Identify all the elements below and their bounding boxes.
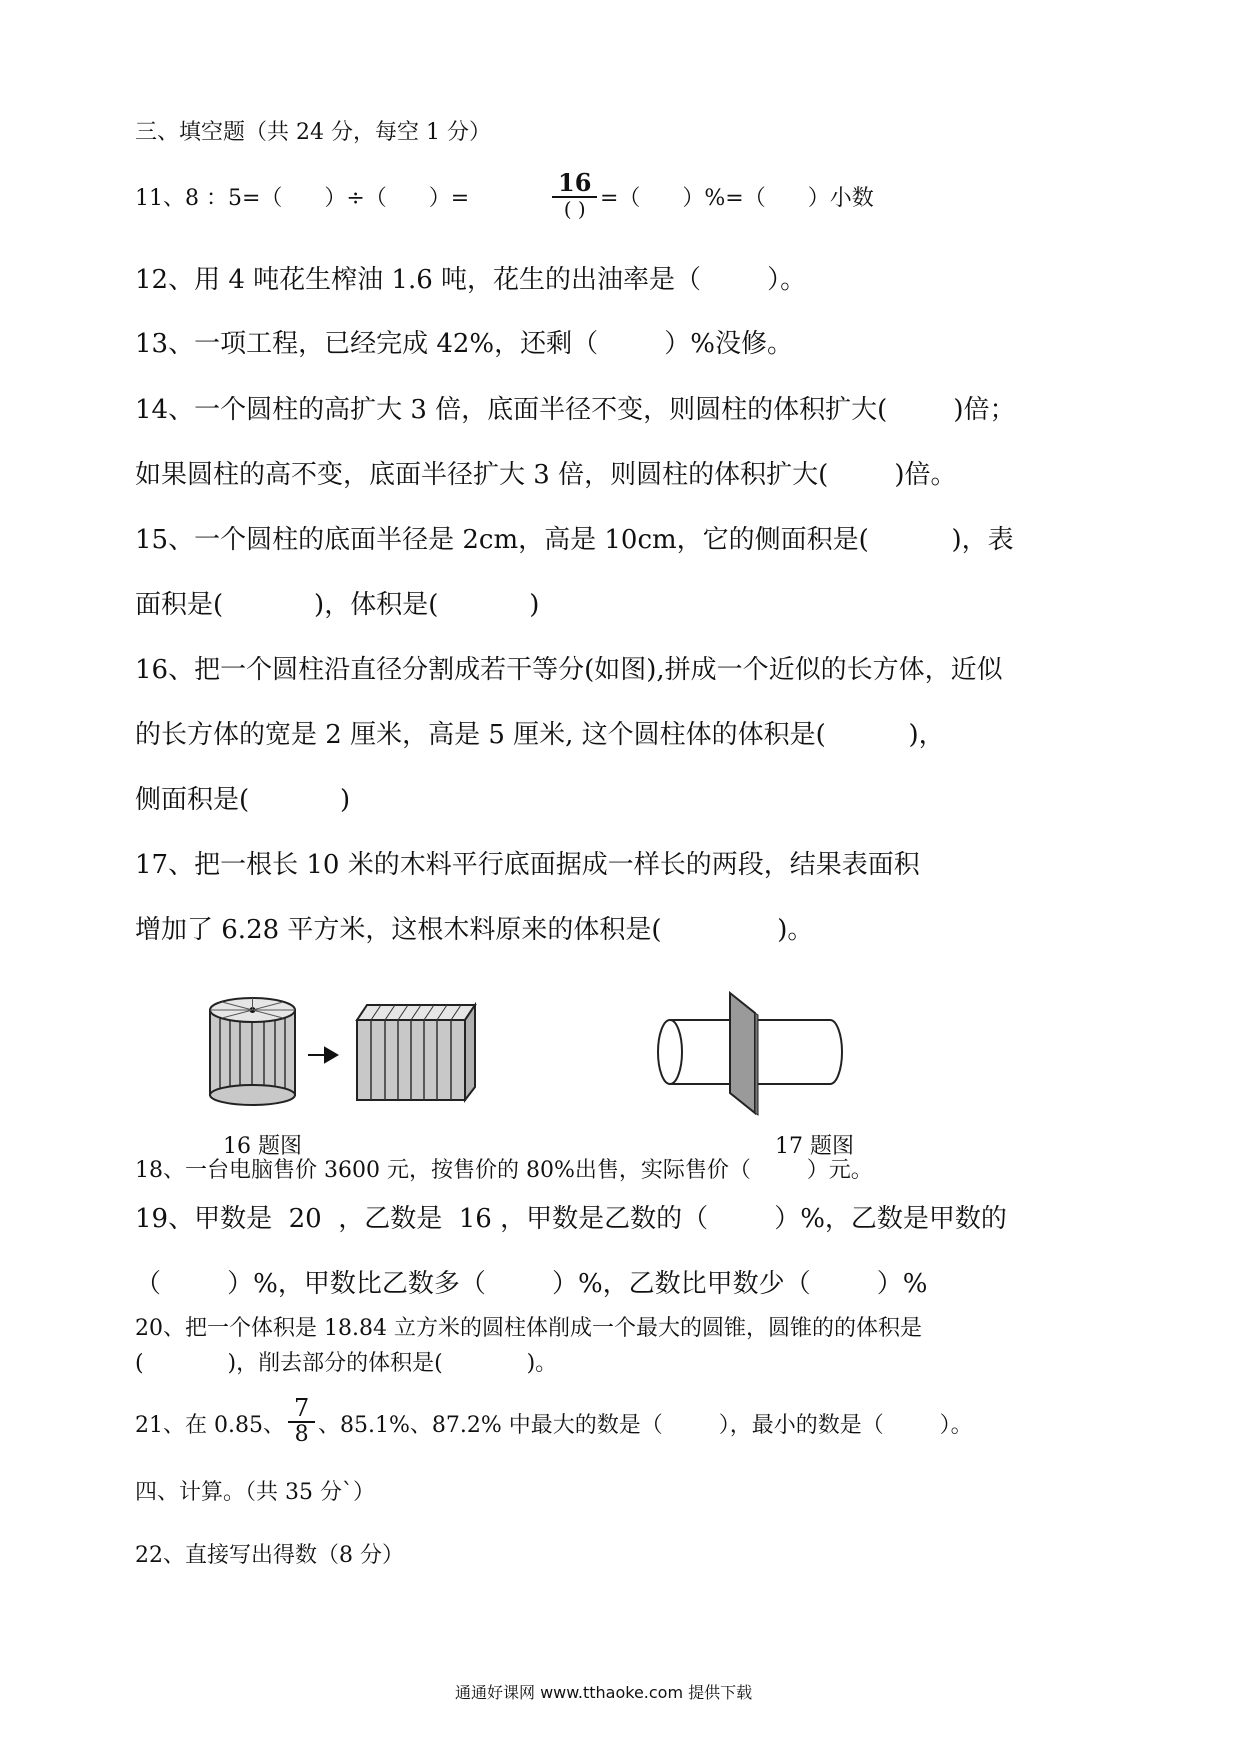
q17-line2: 增加了 6.28 平方米，这根木料原来的体积是( )。 bbox=[135, 915, 814, 945]
q17-line1: 17、把一根长 10 米的木料平行底面据成一样长的两段，结果表面积 bbox=[135, 850, 920, 880]
q20-line1: 20、把一个体积是 18.84 立方米的圆柱体削成一个最大的圆锥，圆锥的的体积是 bbox=[135, 1316, 922, 1341]
q16-line1: 16、把一个圆柱沿直径分割成若干等分(如图),拼成一个近似的长方体，近似 bbox=[135, 655, 1003, 685]
q11-fraction-denominator: ( ) bbox=[563, 197, 586, 222]
q12-text: 12、用 4 吨花生榨油 1.6 吨，花生的出油率是（ ）。 bbox=[135, 265, 807, 295]
q13-text: 13、一项工程，已经完成 42%，还剩（ ）%没修。 bbox=[135, 329, 793, 359]
q18-text: 18、一台电脑售价 3600 元，按售价的 80%出售，实际售价（ ）元。 bbox=[135, 1158, 873, 1183]
saw-plane-shape bbox=[730, 993, 758, 1115]
cylinder-shape bbox=[210, 998, 295, 1105]
q14-line1: 14、一个圆柱的高扩大 3 倍，底面半径不变，则圆柱的体积扩大( )倍； bbox=[135, 395, 1016, 425]
section3-heading: 三、填空题（共 24 分，每空 1 分） bbox=[135, 120, 491, 145]
q19-line1: 19、甲数是 20 ，乙数是 16 ，甲数是乙数的（ ）%，乙数是甲数的 bbox=[135, 1204, 1007, 1234]
q21-part-b: 、85.1%、87.2% 中最大的数是（ ），最小的数是（ ）。 bbox=[318, 1413, 973, 1438]
fig17-caption: 17 题图 bbox=[775, 1134, 854, 1159]
q21-fraction-denominator: 8 bbox=[294, 1422, 309, 1448]
figure-17-sawn-log bbox=[650, 985, 850, 1125]
q11-fraction bbox=[552, 170, 597, 220]
q16-line2: 的长方体的宽是 2 厘米，高是 5 厘米, 这个圆柱体的体积是( )， bbox=[135, 720, 945, 750]
q15-line2: 面积是( )，体积是( ) bbox=[135, 590, 540, 620]
q19-line2: （ ）%，甲数比乙数多（ ）%，乙数比甲数少（ ）% bbox=[135, 1269, 928, 1299]
q21-part-a: 21、在 0.85、 bbox=[135, 1413, 285, 1438]
q11-fraction-numerator: 16 bbox=[552, 170, 597, 198]
q22-text: 22、直接写出得数（8 分） bbox=[135, 1543, 404, 1568]
fig16-caption: 16 题图 bbox=[223, 1134, 302, 1159]
page-footer: 通通好课网 www.tthaoke.com 提供下载 bbox=[455, 1683, 753, 1702]
section4-heading: 四、计算。（共 35 分`） bbox=[135, 1480, 375, 1505]
q21-fraction-numerator: 7 bbox=[288, 1395, 315, 1423]
q14-line2: 如果圆柱的高不变，底面半径扩大 3 倍，则圆柱的体积扩大( )倍。 bbox=[135, 460, 957, 490]
q15-line1: 15、一个圆柱的底面半径是 2cm，高是 10cm，它的侧面积是( )，表 bbox=[135, 525, 1014, 555]
q11-part-a: 11、8 ：5=（ ）÷（ ）= bbox=[135, 186, 470, 211]
q21-fraction bbox=[288, 1395, 315, 1448]
figure-16-cylinder-to-cuboid bbox=[195, 995, 495, 1115]
cuboid-shape bbox=[357, 1005, 475, 1100]
arrow-right-icon bbox=[308, 1048, 337, 1062]
q16-line3: 侧面积是( ) bbox=[135, 785, 351, 815]
q11-part-b: =（ ）%=（ ）小数 bbox=[600, 186, 874, 211]
q20-line2: ( )，削去部分的体积是( )。 bbox=[135, 1351, 558, 1376]
